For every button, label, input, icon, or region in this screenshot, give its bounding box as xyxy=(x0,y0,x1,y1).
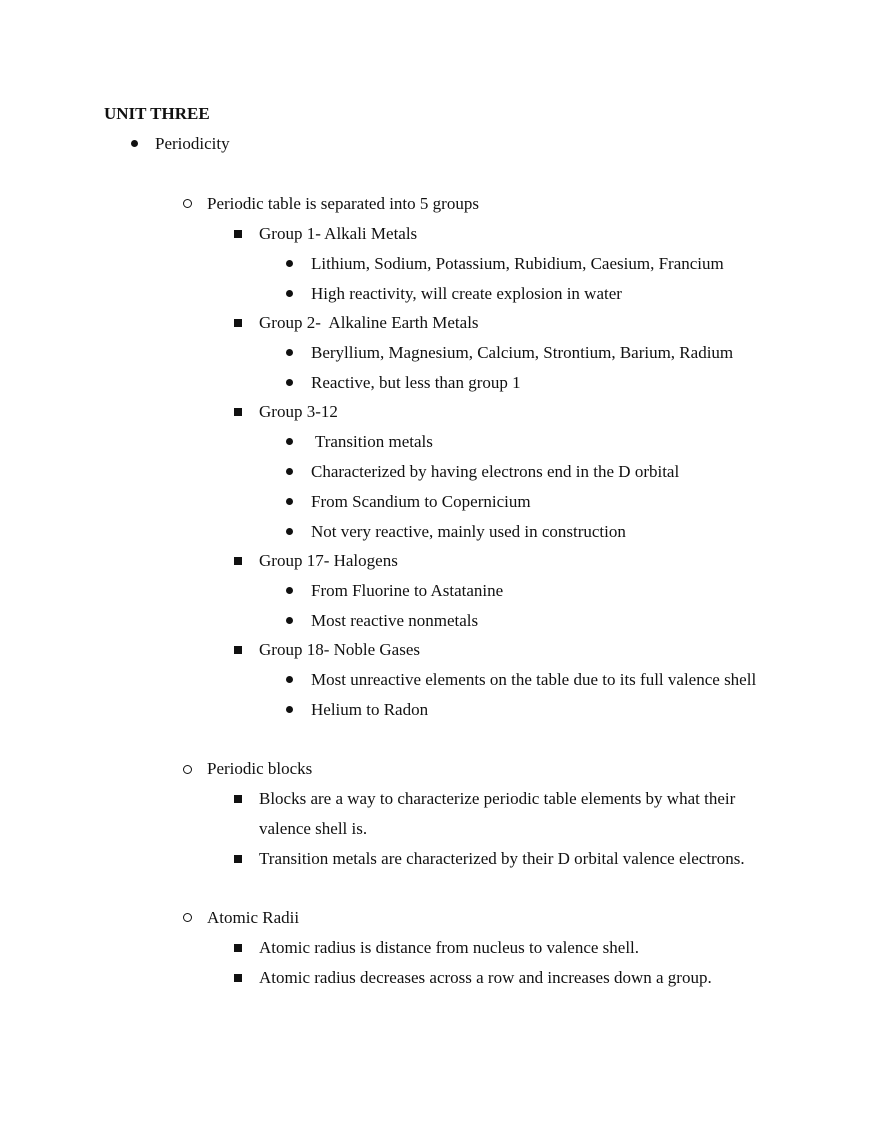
bullet-dot xyxy=(286,528,293,535)
bullet-dot xyxy=(286,498,293,505)
list-item: Group 3-12 xyxy=(259,402,338,421)
bullet-square xyxy=(234,646,242,654)
list-item: Transition metals are characterized by their D orbital valence electrons. xyxy=(259,849,745,868)
bullet-square xyxy=(234,557,242,565)
list-subitem: High reactivity, will create explosion in water xyxy=(311,284,622,303)
list-subitem: Not very reactive, mainly used in construction xyxy=(311,522,626,541)
bullet-dot xyxy=(286,468,293,475)
bullet-square xyxy=(234,944,242,952)
list-item: Blocks are a way to characterize periodic table elements by what their xyxy=(259,789,736,808)
list-item: Group 2- Alkaline Earth Metals xyxy=(259,313,479,332)
bullet-dot xyxy=(131,140,138,147)
bullet-square xyxy=(234,230,242,238)
bullet-circle xyxy=(183,765,192,774)
bullet-circle xyxy=(183,913,192,922)
bullet-dot xyxy=(286,290,293,297)
bullet-dot xyxy=(286,617,293,624)
list-subitem: From Scandium to Copernicium xyxy=(311,492,531,511)
list-item-continuation: valence shell is. xyxy=(259,819,368,838)
list-subitem: Most reactive nonmetals xyxy=(311,611,479,630)
bullet-dot xyxy=(286,349,293,356)
list-item: Group 17- Halogens xyxy=(259,551,398,570)
bullet-square xyxy=(234,795,242,803)
bullet-dot xyxy=(286,379,293,386)
bullet-dot xyxy=(286,438,293,445)
list-item: Atomic radius decreases across a row and increases down a group. xyxy=(259,968,712,987)
list-item: Atomic radius is distance from nucleus to valence shell. xyxy=(259,938,640,957)
topic-label: Periodicity xyxy=(155,134,230,153)
bullet-dot xyxy=(286,260,293,267)
bullet-circle xyxy=(183,199,192,208)
page-title: UNIT THREE xyxy=(104,104,210,123)
list-subitem: Beryllium, Magnesium, Calcium, Strontium, Barium, Radium xyxy=(311,343,734,362)
bullet-square xyxy=(234,974,242,982)
list-subitem: Transition metals xyxy=(311,432,433,451)
section-heading: Atomic Radii xyxy=(207,908,300,927)
bullet-square xyxy=(234,319,242,327)
bullet-dot xyxy=(286,706,293,713)
list-subitem: Reactive, but less than group 1 xyxy=(311,373,521,392)
bullet-dot xyxy=(286,676,293,683)
list-subitem: Characterized by having electrons end in the D orbital xyxy=(311,462,680,481)
list-subitem: Most unreactive elements on the table due to its full valence shell xyxy=(311,670,757,689)
bullet-dot xyxy=(286,587,293,594)
list-subitem: From Fluorine to Astatanine xyxy=(311,581,504,600)
list-subitem: Helium to Radon xyxy=(311,700,429,719)
bullet-square xyxy=(234,408,242,416)
list-subitem: Lithium, Sodium, Potassium, Rubidium, Caesium, Francium xyxy=(311,254,724,273)
section-heading: Periodic blocks xyxy=(207,759,313,778)
section-heading: Periodic table is separated into 5 groups xyxy=(207,194,479,213)
list-item: Group 1- Alkali Metals xyxy=(259,224,418,243)
bullet-square xyxy=(234,855,242,863)
list-item: Group 18- Noble Gases xyxy=(259,640,420,659)
